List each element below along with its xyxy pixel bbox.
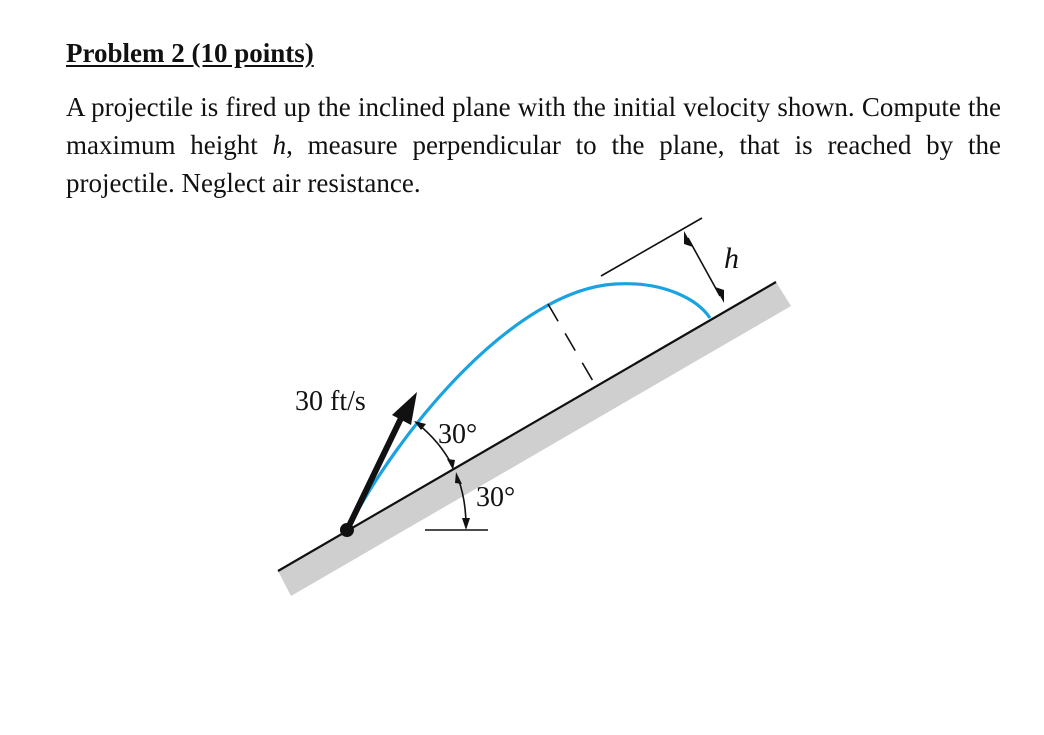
incline-angle-arrow-bottom bbox=[462, 518, 470, 530]
velocity-arrowhead bbox=[392, 392, 417, 425]
problem-text-part1: A projectile is fired up the inclined plane with the initial velocity shown. Compute the maximum height bbox=[66, 92, 1001, 160]
launch-angle-label: 30° bbox=[438, 419, 478, 450]
height-variable: h bbox=[272, 130, 287, 160]
problem-text-part2: , measure perpendicular to the plane, that is reached by the projectile. Neglect air resistance. bbox=[66, 130, 1001, 198]
height-label: h bbox=[724, 242, 739, 275]
incline-angle-label: 30° bbox=[476, 482, 516, 513]
tangent-line bbox=[601, 218, 702, 276]
incline-plane bbox=[278, 282, 791, 596]
problem-title: Problem 2 (10 points) bbox=[66, 38, 314, 68]
velocity-label: 30 ft/s bbox=[295, 386, 366, 417]
max-height-dashed-line bbox=[548, 304, 597, 388]
launch-point bbox=[340, 523, 354, 537]
